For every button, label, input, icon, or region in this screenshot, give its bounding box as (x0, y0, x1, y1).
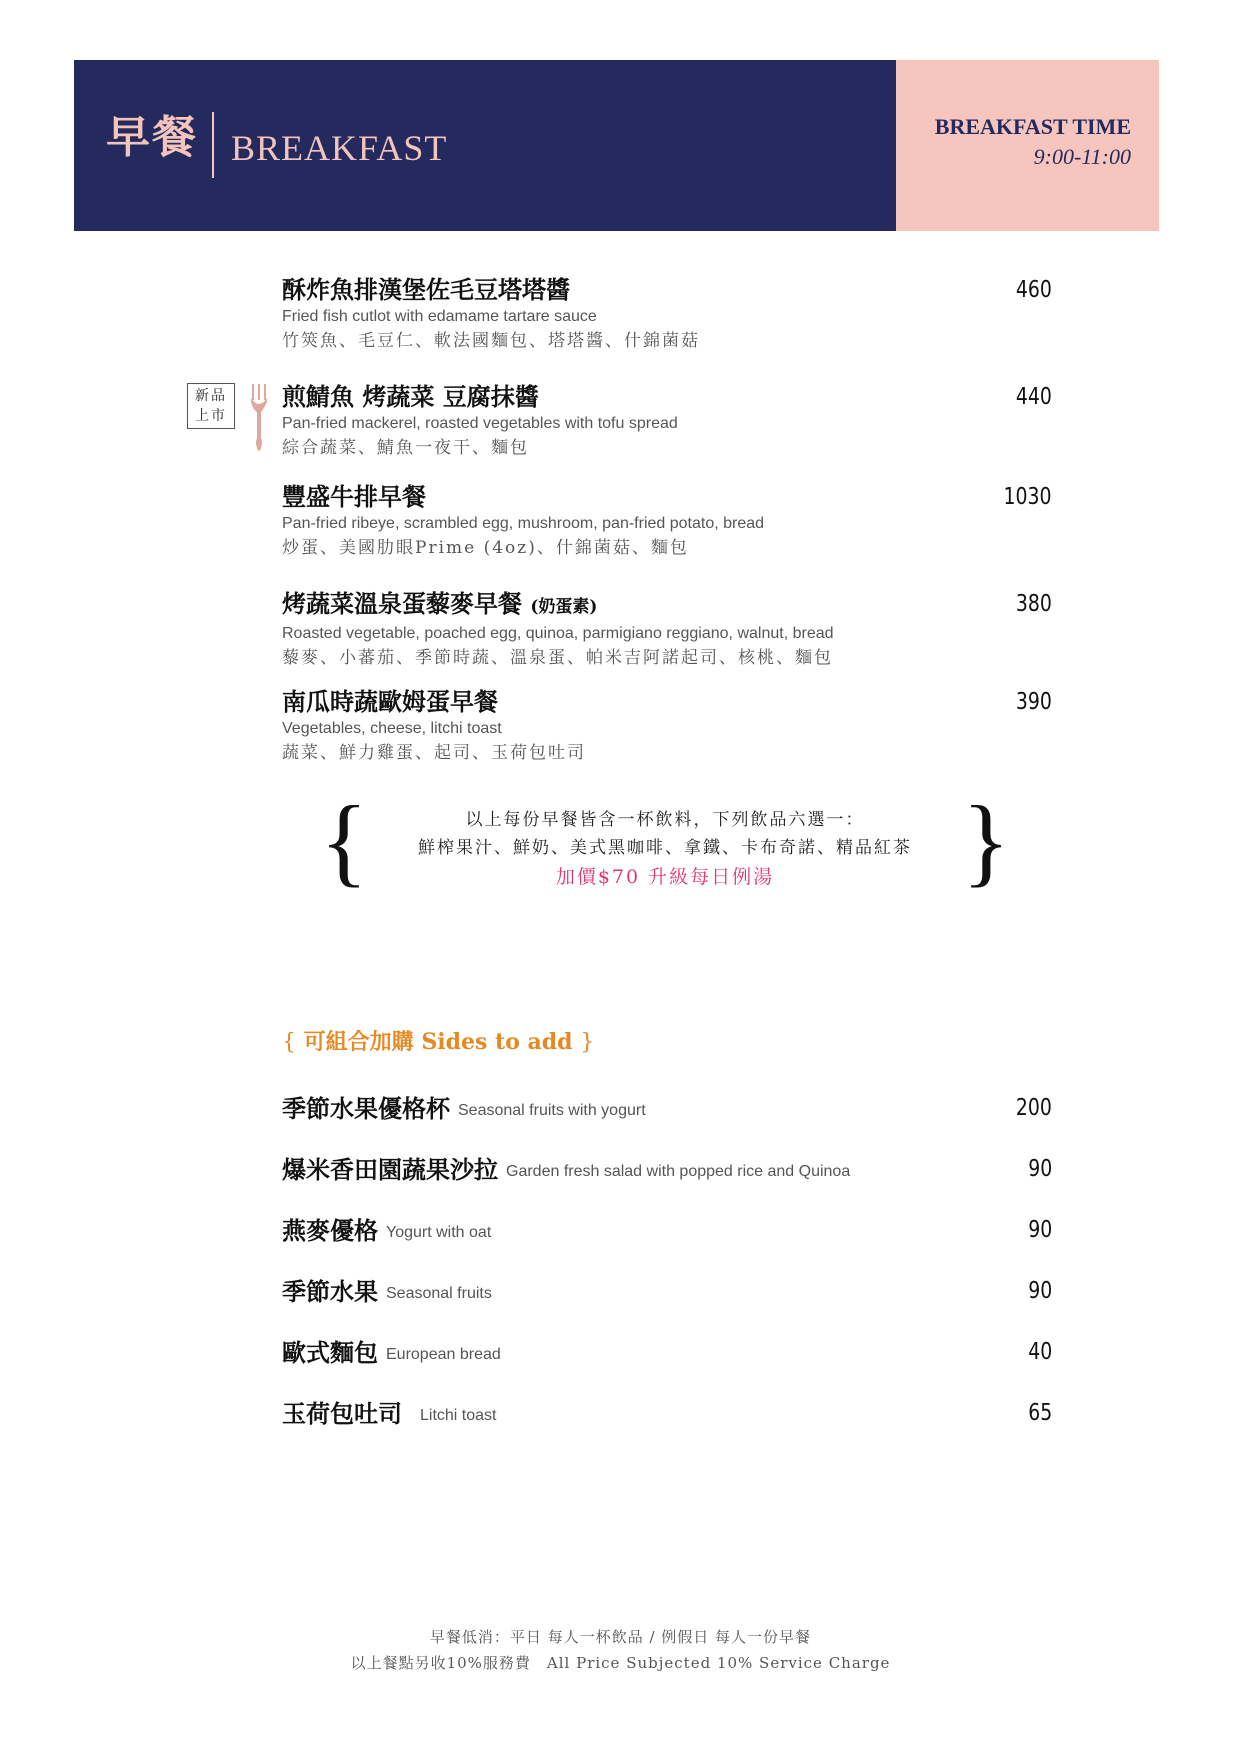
side-name (282, 1092, 646, 1128)
title-divider (212, 112, 214, 178)
new-item-badge (187, 383, 235, 429)
side-price: 200 (1015, 1095, 1052, 1121)
item-name: 南瓜時蔬歐姆蛋早餐 (282, 687, 498, 716)
title-english: BREAKFAST (231, 128, 448, 168)
item-name-text: 烤蔬菜溫泉蛋藜麥早餐 (282, 589, 522, 618)
side-price: 90 (1027, 1156, 1052, 1182)
side-item (282, 1275, 1052, 1309)
note-line-2: 鮮榨果汁、鮮奶、美式黑咖啡、拿鐵、卡布奇諾、精品紅茶 (418, 838, 912, 858)
item-ingredients: 綜合蔬菜、鯖魚一夜干、麵包 (282, 438, 529, 458)
side-name (282, 1275, 492, 1311)
note-upgrade-line: 加價$70 升級每日例湯 (555, 866, 775, 888)
item-english: Vegetables, cheese, litchi toast (282, 720, 502, 737)
menu-item (282, 381, 1052, 461)
item-price: 460 (1015, 277, 1052, 303)
side-english: Seasonal fruits (386, 1285, 492, 1302)
side-item (282, 1214, 1052, 1248)
side-item (282, 1397, 1052, 1431)
side-name (282, 1397, 496, 1433)
side-name-text: 玉荷包吐司 (282, 1399, 402, 1428)
menu-item (282, 481, 1052, 561)
side-english: Garden fresh salad with popped rice and Quinoa (506, 1163, 851, 1180)
diet-tag: (奶蛋素) (530, 597, 598, 617)
menu-item (282, 686, 1052, 766)
item-english: Roasted vegetable, poached egg, quinoa, parmigiano reggiano, walnut, bread (282, 625, 834, 642)
side-name (282, 1214, 491, 1250)
breakfast-time-label: BREAKFAST TIME (934, 114, 1131, 139)
item-english: Fried fish cutlot with edamame tartare sauce (282, 308, 597, 325)
item-price: 440 (1015, 384, 1052, 410)
side-item (282, 1153, 1052, 1187)
side-price: 90 (1027, 1217, 1052, 1243)
side-name-text: 歐式麵包 (282, 1338, 378, 1367)
side-name (282, 1153, 850, 1189)
side-price: 65 (1027, 1400, 1052, 1426)
item-name: 豐盛牛排早餐 (282, 482, 426, 511)
menu-item (282, 588, 1052, 671)
item-ingredients: 藜麥、小蕃茄、季節時蔬、溫泉蛋、帕米吉阿諾起司、核桃、麵包 (282, 648, 833, 668)
badge-line-2: 上市 (195, 408, 227, 424)
sides-title-english: Sides to add (421, 1029, 573, 1055)
side-item (282, 1092, 1052, 1126)
side-name-text: 燕麥優格 (282, 1216, 378, 1245)
fork-icon (248, 384, 270, 454)
item-english: Pan-fried mackerel, roasted vegetables with tofu spread (282, 415, 678, 432)
badge-line-1: 新品 (195, 388, 227, 404)
header-time-panel (896, 60, 1159, 231)
item-name (282, 588, 1052, 623)
side-english: Litchi toast (420, 1407, 497, 1424)
side-price: 40 (1027, 1339, 1052, 1365)
item-english: Pan-fried ribeye, scrambled egg, mushroom, pan-fried potato, bread (282, 515, 765, 532)
item-price: 380 (1015, 591, 1052, 617)
menu-header (74, 60, 1159, 231)
item-name: 酥炸魚排漢堡佐毛豆塔塔醬 (282, 275, 570, 304)
side-price: 90 (1027, 1278, 1052, 1304)
side-name (282, 1336, 501, 1372)
side-name-text: 爆米香田園蔬果沙拉 (282, 1155, 498, 1184)
item-price: 1030 (1003, 484, 1052, 510)
drink-note (320, 785, 1010, 897)
side-english: European bread (386, 1346, 501, 1363)
sides-brace-open: { (282, 1030, 296, 1055)
item-name: 煎鯖魚 烤蔬菜 豆腐抹醬 (282, 382, 539, 411)
sides-section-title (282, 1027, 594, 1058)
side-name-text: 季節水果 (282, 1277, 378, 1306)
item-price: 390 (1015, 689, 1052, 715)
minimum-charge-note: 早餐低消：平日 每人一杯飲品 / 例假日 每人一份早餐 (429, 1628, 812, 1646)
note-line-1: 以上每份早餐皆含一杯飲料，下列飲品六選一： (465, 810, 865, 830)
side-english: Yogurt with oat (386, 1224, 492, 1241)
item-ingredients: 炒蛋、美國肋眼Prime (4oz)、什錦菌菇、麵包 (282, 538, 689, 558)
side-item (282, 1336, 1052, 1370)
left-brace: { (320, 785, 368, 896)
breakfast-time-value: 9:00-11:00 (1033, 144, 1131, 169)
side-name-text: 季節水果優格杯 (282, 1094, 450, 1123)
side-english: Seasonal fruits with yogurt (458, 1102, 646, 1119)
item-ingredients: 竹筴魚、毛豆仁、軟法國麵包、塔塔醬、什錦菌菇 (282, 331, 700, 351)
header-title-panel (74, 60, 896, 231)
right-brace: } (962, 785, 1010, 896)
title-chinese: 早餐 (106, 112, 198, 163)
menu-item (282, 274, 1052, 354)
item-ingredients: 蔬菜、鮮力雞蛋、起司、玉荷包吐司 (282, 743, 586, 763)
sides-brace-close: } (580, 1030, 595, 1055)
service-charge-note: 以上餐點另收10%服務費 All Price Subjected 10% Service Charge (350, 1654, 891, 1672)
sides-title-chinese: 可組合加購 (303, 1029, 414, 1055)
